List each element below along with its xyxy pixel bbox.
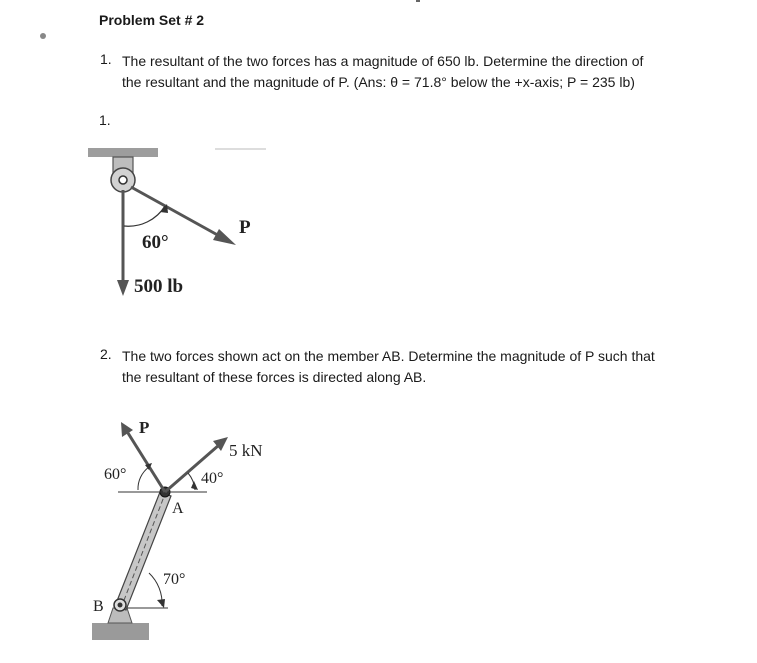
problem-1-line-2: the resultant and the magnitude of P. (Ans: θ = 71.8° below the +x-axis; P = 235 lb) [122,74,635,90]
arc-40-arrowhead [191,481,198,490]
force-p-arrowhead-2 [121,422,133,437]
problem-2-number: 2. [100,346,112,362]
arc-60 [138,467,149,490]
angle-60-label-2: 60° [104,466,127,483]
angle-70-label: 70° [163,571,186,588]
point-a-label: A [172,500,184,517]
page-title: Problem Set # 2 [99,12,205,28]
force-p-label-2: P [139,418,150,437]
force-p-label: P [239,217,251,238]
force-500-label: 500 lb [134,276,184,297]
problem-1-number: 1. [100,51,112,67]
problem-2-line-1: The two forces shown act on the member AB. Determine the magnitude of P such that [122,348,655,364]
ground-support [92,623,149,640]
problem-1-line-1: The resultant of the two forces has a magnitude of 650 lb. Determine the direction of [122,53,644,69]
point-b-label: B [93,598,104,615]
problem-2-line-2: the resultant of these forces is directed along AB. [122,369,427,385]
angle-40-label: 40° [201,470,224,487]
angle-60-label: 60° [142,232,169,253]
pin-b-center [118,603,123,608]
member-ab [115,492,171,610]
force-5kn-label: 5 kN [229,441,263,460]
force-p-line-2 [128,433,165,492]
arc-70-arrowhead [157,599,165,608]
figure-1-label: 1. [99,112,111,128]
